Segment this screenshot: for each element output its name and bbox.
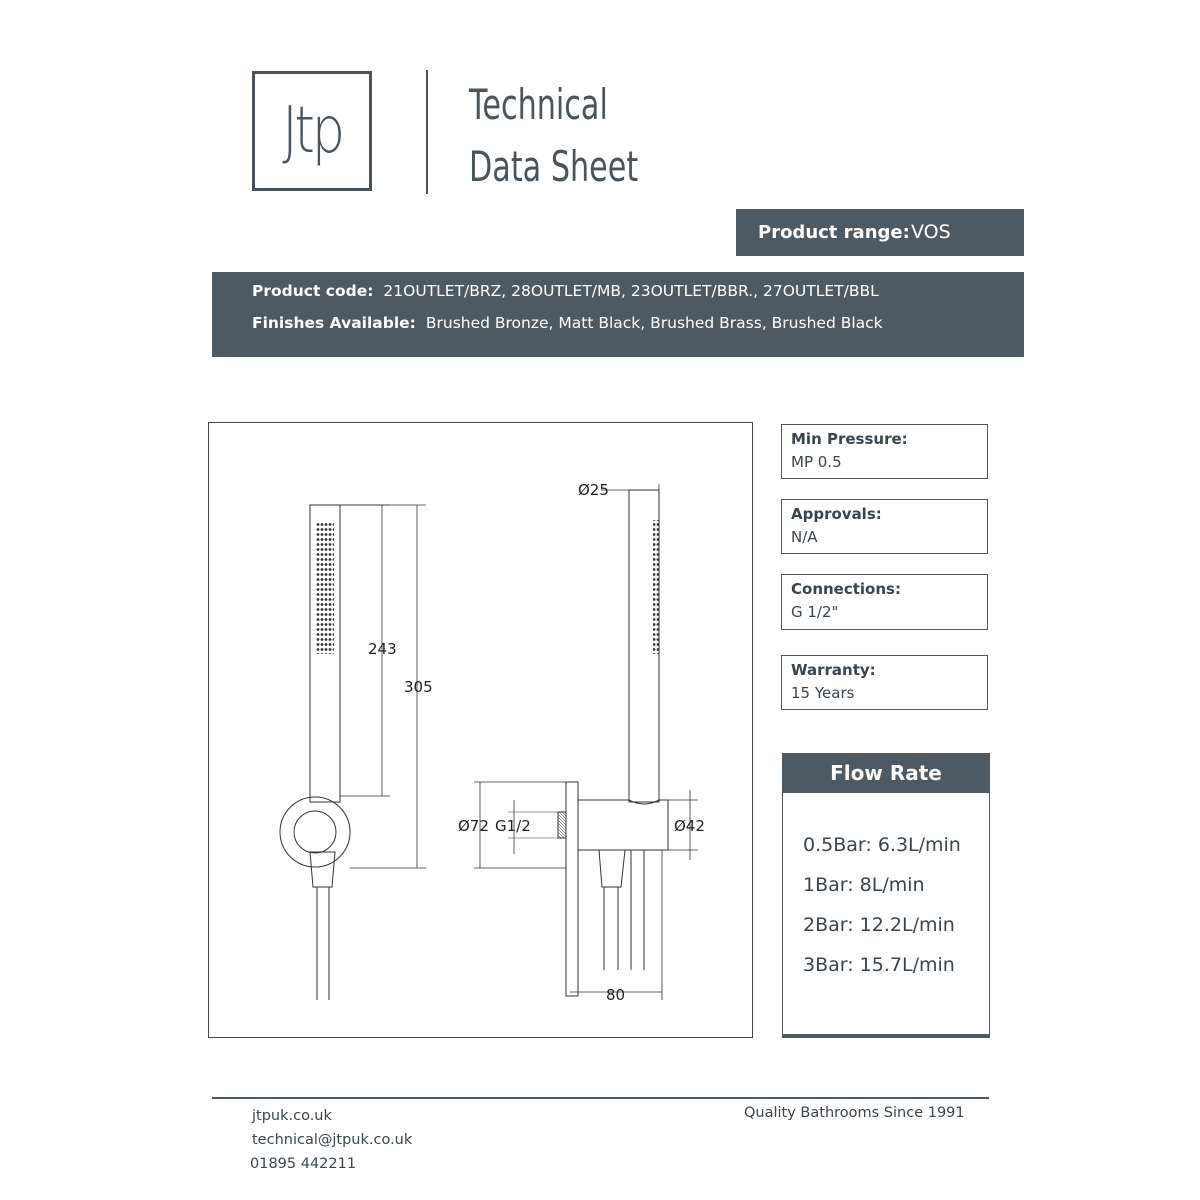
bracket-side — [578, 800, 668, 850]
spec-value: N/A — [791, 528, 818, 546]
footer-phone: 01895 442211 — [250, 1156, 357, 1172]
spec-value: MP 0.5 — [791, 453, 842, 471]
flow-rate-item: 1Bar: 8L/min — [803, 874, 925, 896]
product-code-row — [252, 282, 879, 300]
hose-nut-side — [599, 850, 625, 887]
spec-value: G 1/2" — [791, 603, 839, 621]
wall-plate-side — [566, 782, 578, 996]
flow-rate-item: 2Bar: 12.2L/min — [803, 914, 955, 936]
flow-rate-box — [782, 753, 990, 1038]
outlet-front — [294, 811, 336, 853]
spec-label: Connections: — [791, 580, 901, 598]
thread-side — [558, 812, 566, 838]
footer-website-link[interactable]: jtpuk.co.uk — [252, 1108, 332, 1124]
footer-tagline: Quality Bathrooms Since 1991 — [744, 1105, 965, 1121]
dim-g12: G1/2 — [495, 817, 531, 835]
jtp-logo — [252, 71, 372, 191]
spec-label: Warranty: — [791, 661, 876, 679]
footer-divider — [212, 1097, 989, 1099]
page-title-line-1: Technical — [469, 80, 608, 129]
flow-rate-bottom-rule — [782, 1034, 990, 1038]
product-range-value: VOS — [911, 221, 951, 243]
spray-face-side — [653, 520, 659, 654]
dim-d72: Ø72 — [458, 817, 489, 835]
front-view — [280, 505, 426, 1000]
spray-face-front — [316, 522, 334, 654]
product-range-label: Product range: — [758, 222, 910, 243]
finishes-value: Brushed Bronze, Matt Black, Brushed Brass, Brushed Black — [425, 314, 883, 332]
product-info-bar — [212, 272, 1024, 357]
spec-min-pressure — [781, 424, 988, 479]
page-title-line-2: Data Sheet — [469, 142, 639, 191]
spec-label: Min Pressure: — [791, 430, 908, 448]
dim-d25: Ø25 — [578, 481, 609, 499]
finishes-row — [252, 314, 883, 332]
product-range-bar — [736, 209, 1024, 256]
wall-plate-front — [280, 797, 350, 867]
side-view — [474, 484, 698, 1000]
spec-connections — [781, 574, 988, 630]
dim-80: 80 — [606, 986, 626, 1004]
spec-value: 15 Years — [791, 684, 855, 702]
footer-email-link[interactable]: technical@jtpuk.co.uk — [252, 1132, 413, 1148]
product-code-label: Product code: — [252, 282, 374, 300]
finishes-label: Finishes Available: — [252, 314, 416, 332]
technical-drawing — [208, 422, 751, 1036]
dim-d42: Ø42 — [674, 817, 705, 835]
header-divider — [426, 70, 428, 194]
flow-rate-title: Flow Rate — [782, 753, 990, 793]
flow-rate-item: 3Bar: 15.7L/min — [803, 954, 955, 976]
spec-label: Approvals: — [791, 505, 882, 523]
dim-243: 243 — [368, 640, 397, 658]
dim-305: 305 — [404, 678, 433, 696]
flow-rate-item: 0.5Bar: 6.3L/min — [803, 834, 961, 856]
spec-approvals — [781, 499, 988, 554]
logo-text: Jtp — [282, 94, 342, 168]
product-code-value: 21OUTLET/BRZ, 28OUTLET/MB, 23OUTLET/BBR., 27OUTLET/BBL — [383, 282, 879, 300]
spec-warranty — [781, 655, 988, 710]
hose-nut-front — [310, 852, 335, 887]
